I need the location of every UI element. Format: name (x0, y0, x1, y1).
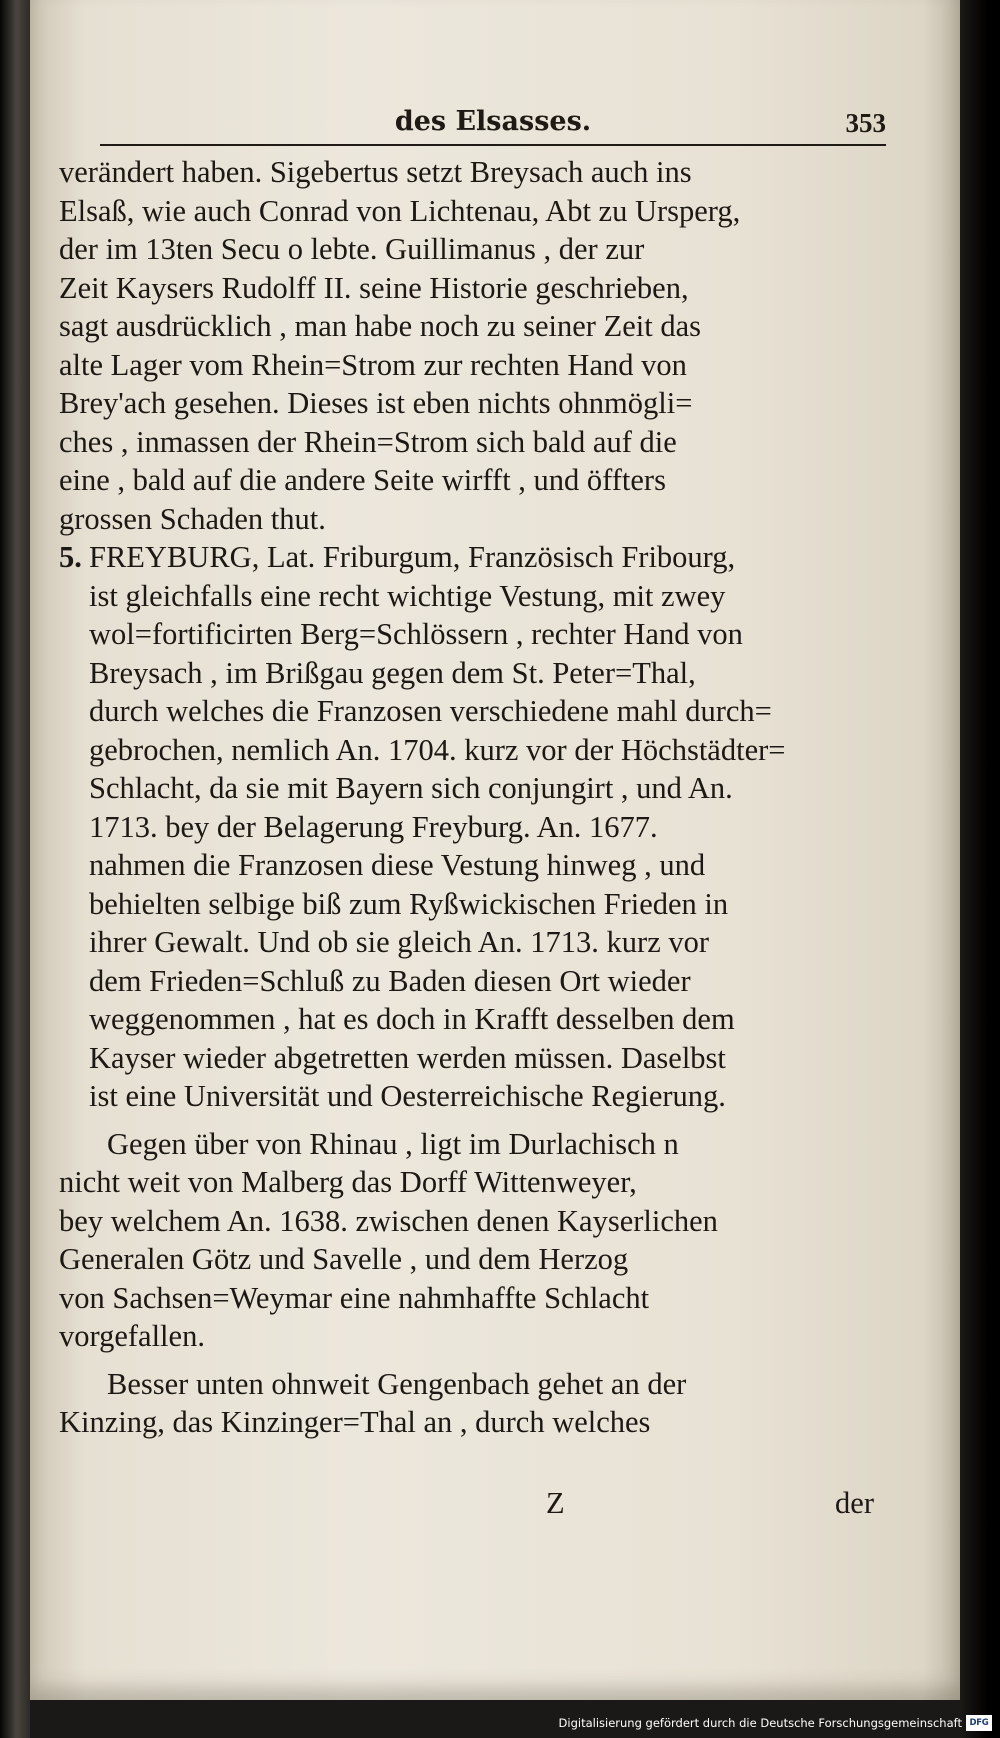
text-line: sagt ausdrücklich , man habe noch zu seiner Zeit das (59, 309, 701, 343)
text-line: dem Frieden=Schluß zu Baden diesen Ort wieder (89, 963, 691, 998)
text-line: 1713. bey der Belagerung Freyburg. An. 1677. (89, 809, 658, 844)
text-line: verändert haben. Sigebertus setzt Breysach auch ins (59, 155, 692, 189)
text-line: Kayser wieder abgetretten werden müssen. Daselbst (89, 1040, 726, 1075)
page-body-text (59, 153, 874, 1442)
signature-mark: Z (546, 1486, 565, 1520)
book-gutter-edge (0, 0, 30, 1738)
scan-right-edge (960, 0, 1000, 1738)
text-line: Breysach , im Brißgau gegen dem St. Peter=Thal, (89, 655, 696, 690)
text-line: von Sachsen=Weymar eine nahmhaffte Schlacht (59, 1280, 650, 1315)
page-number: 353 (845, 108, 886, 138)
text-line: Kinzing, das Kinzinger=Thal an , durch welches (59, 1405, 651, 1439)
catchword: der (835, 1486, 874, 1520)
text-line-content: FREYBURG, Lat. Friburgum, Französisch Fribourg, (89, 540, 736, 574)
text-line: Generalen Götz und Savelle , und dem Herzog (59, 1242, 629, 1276)
paragraph-rhinau-battle (59, 1125, 874, 1356)
text-line: durch welches die Franzosen verschiedene mahl durch= (89, 694, 772, 728)
paragraph-freyburg (59, 538, 874, 1116)
text-line: bey welchem An. 1638. zwischen denen Kayserlichen (59, 1203, 718, 1238)
text-line: ist gleichfalls eine recht wichtige Vestung, mit zwey (89, 578, 726, 613)
text-line: ist eine Universität und Oesterreichische Regierung. (89, 1079, 726, 1113)
digitization-credit (559, 1713, 992, 1733)
credit-text: Digitalisierung gefördert durch die Deutsche Forschungsgemeinschaft (558, 1716, 962, 1730)
text-line: Schlacht, da sie mit Bayern sich conjungirt , und An. (89, 771, 733, 805)
running-head-title: des Elsasses. (394, 106, 592, 137)
text-line: Brey'ach gesehen. Dieses ist eben nichts ohnmögli= (59, 386, 693, 420)
text-line: grossen Schaden thut. (59, 501, 326, 536)
text-line: gebrochen, nemlich An. 1704. kurz vor der Höchstädter= (89, 732, 786, 767)
text-line: der im 13ten Secu o lebte. Guillimanus , der zur (59, 232, 645, 266)
text-line: weggenommen , hat es doch in Krafft desselben dem (89, 1002, 735, 1036)
text-line: eine , bald auf die andere Seite wirfft , und öffters (59, 463, 666, 497)
text-line (59, 538, 874, 577)
text-line: wol=fortificirten Berg=Schlössern , rechter Hand von (89, 617, 743, 651)
text-line: ihrer Gewalt. Und ob sie gleich An. 1713. kurz vor (89, 925, 710, 959)
text-line: alte Lager vom Rhein=Strom zur rechten Hand von (59, 347, 687, 382)
text-line: vorgefallen. (59, 1319, 205, 1353)
text-line: Gegen über von Rhinau , ligt im Durlachisch n (107, 1126, 679, 1161)
paragraph-kinzinger-thal (59, 1365, 874, 1442)
dfg-logo: DFG (966, 1715, 992, 1731)
text-line: behielten selbige biß zum Ryßwickischen Frieden in (89, 886, 729, 921)
text-line: Elsaß, wie auch Conrad von Lichtenau, Abt zu Ursperg, (59, 193, 741, 228)
running-head (100, 100, 886, 146)
text-line: nahmen die Franzosen diese Vestung hinweg , und (89, 848, 706, 882)
paragraph-breysach-history (59, 153, 874, 538)
text-line: ches , inmassen der Rhein=Strom sich bald auf die (59, 424, 677, 459)
page-catchwords (59, 1486, 874, 1526)
text-line: Besser unten ohnweit Gengenbach gehet an der (107, 1366, 687, 1401)
section-number: 5. (59, 540, 82, 574)
text-line: Zeit Kaysers Rudolff II. seine Historie geschrieben, (59, 270, 689, 305)
text-line: nicht weit von Malberg das Dorff Wittenweyer, (59, 1165, 637, 1199)
